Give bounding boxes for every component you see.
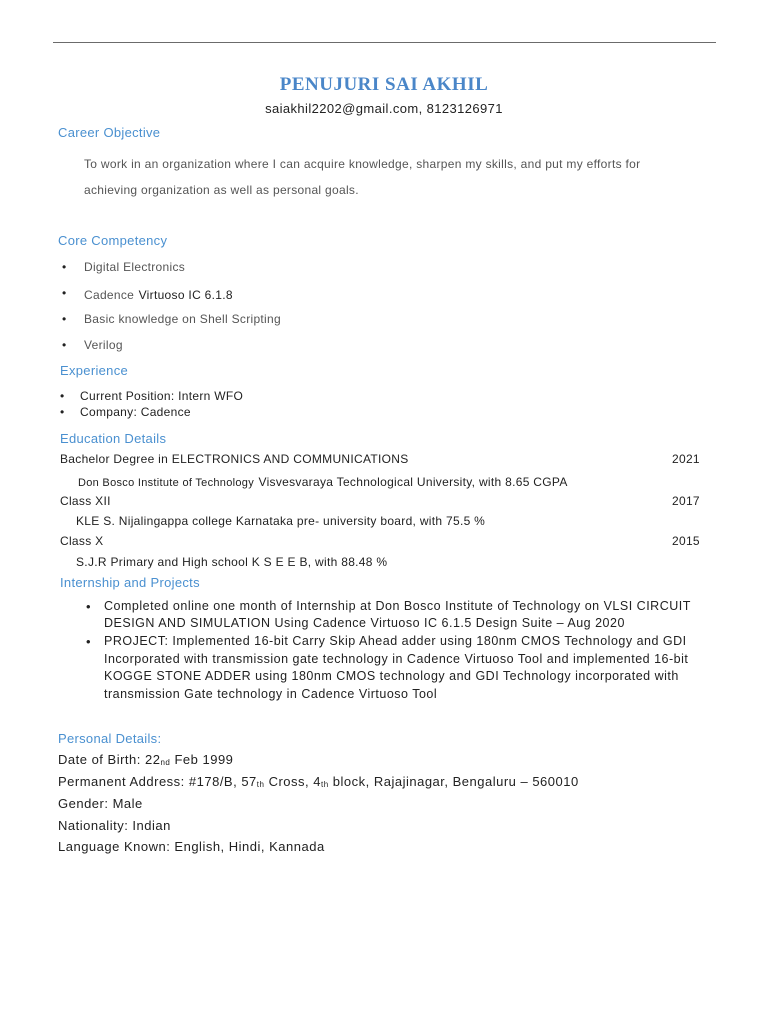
internship-heading: Internship and Projects (60, 575, 200, 590)
education-heading: Education Details (60, 431, 167, 446)
education-detail (78, 473, 568, 491)
competency-item: Digital Electronics (84, 260, 186, 274)
education-institute: Don Bosco Institute of Technology (78, 477, 255, 489)
address-part: Permanent Address: #178/B, 57 (58, 774, 257, 789)
competency-item-part: Cadence (84, 288, 135, 302)
contact-line: saiakhil2202@gmail.com, 8123126971 (265, 101, 503, 116)
education-detail: S.J.R Primary and High school K S E E B, with 88.48 % (76, 555, 388, 569)
bullet: • (60, 389, 65, 403)
personal-details-heading: Personal Details: (58, 731, 162, 746)
dob-suffix-ordinal: nd (160, 758, 171, 767)
project-line: PROJECT: Implemented 16-bit Carry Skip Ahead adder using 180nm CMOS Technology and GDI (104, 634, 687, 648)
education-detail: KLE S. Nijalingappa college Karnataka pre- university board, with 75.5 % (76, 514, 486, 528)
bullet: • (62, 260, 67, 274)
languages-known: Language Known: English, Hindi, Kannada (58, 839, 325, 854)
bullet: • (86, 634, 91, 649)
education-university: Visvesvaraya Technological University, with 8.65 CGPA (258, 475, 568, 489)
address-part: block, Rajajinagar, Bengaluru – 560010 (328, 774, 579, 789)
permanent-address (58, 774, 579, 789)
bullet: • (62, 312, 67, 326)
career-objective-heading: Career Objective (58, 125, 161, 140)
experience-item: Company: Cadence (80, 405, 191, 419)
bullet: • (60, 405, 65, 419)
bullet: • (86, 599, 91, 614)
project-line: KOGGE STONE ADDER using 180nm CMOS technology and GDI Technology incorporated with (104, 669, 679, 683)
education-title: Bachelor Degree in ELECTRONICS AND COMMUNICATIONS (60, 452, 409, 466)
candidate-name: PENUJURI SAI AKHIL (279, 74, 489, 95)
career-objective-line-1: To work in an organization where I can acquire knowledge, sharpen my skills, and put my efforts for (84, 157, 641, 171)
date-of-birth (58, 752, 233, 767)
competency-item: Basic knowledge on Shell Scripting (84, 312, 281, 326)
dob-prefix: Date of Birth: 22 (58, 752, 161, 767)
gender: Gender: Male (58, 796, 143, 811)
top-divider (53, 42, 716, 43)
address-ordinal: th (256, 780, 265, 789)
project-line: transmission Gate technology in Cadence Virtuoso Tool (104, 687, 438, 701)
core-competency-heading: Core Competency (58, 233, 168, 248)
education-title: Class XII (60, 494, 111, 508)
career-objective-line-2: achieving organization as well as personal goals. (84, 183, 359, 197)
internship-line: DESIGN AND SIMULATION Using Cadence Virtuoso IC 6.1.5 Design Suite – Aug 2020 (104, 616, 625, 630)
experience-heading: Experience (60, 363, 129, 378)
competency-item (84, 286, 233, 304)
bullet: • (62, 338, 67, 352)
project-line: Incorporated with transmission gate technology in Cadence Virtuoso Tool and implemented 16-bit (104, 652, 689, 666)
experience-item: Current Position: Intern WFO (80, 389, 244, 403)
education-title: Class X (60, 534, 104, 548)
address-ordinal: th (320, 780, 329, 789)
internship-line: Completed online one month of Internship at Don Bosco Institute of Technology on VLSI CIRCUIT (104, 599, 691, 613)
competency-item-part: Virtuoso IC 6.1.8 (138, 288, 233, 302)
bullet: • (62, 286, 67, 300)
education-year: 2015 (672, 534, 700, 548)
education-year: 2017 (672, 494, 700, 508)
dob-suffix: Feb 1999 (170, 752, 234, 767)
address-part: Cross, 4 (264, 774, 321, 789)
competency-item: Verilog (84, 338, 123, 352)
education-year: 2021 (672, 452, 700, 466)
nationality: Nationality: Indian (58, 818, 171, 833)
